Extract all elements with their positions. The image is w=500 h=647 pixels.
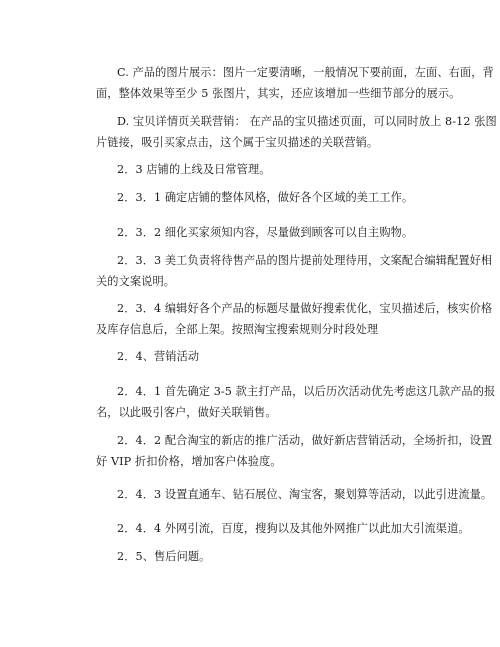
paragraph-line: 2．4、营销活动 (117, 350, 200, 363)
paragraph-2-3-4 (96, 298, 493, 340)
paragraph-line: 2．3 店铺的上线及日常管理。 (117, 163, 271, 176)
section-heading-2-4 (96, 346, 436, 367)
section-heading-2-3 (96, 159, 436, 180)
paragraph-line: 2．3．1 确定店铺的整体风格，做好各个区域的美工工作。 (117, 191, 414, 204)
paragraph-line: 面，整体效果等至少 5 张图片，其实，还应该增加一些细节部分的展示。 (96, 87, 461, 100)
paragraph-line: 2．5、售后问题。 (117, 550, 211, 563)
paragraph-line: C. 产品的图片展示：图片一定要清晰，一般情况下要前面，左面、右面，背 (117, 66, 494, 79)
paragraph-2-4-3 (96, 484, 493, 505)
paragraph-line: 2．4．2 配合淘宝的新店的推广活动，做好新店营销活动，全场折扣，设置 (117, 434, 493, 447)
paragraph-2-3-1 (96, 187, 436, 208)
paragraph-2-4-4 (96, 518, 470, 539)
paragraph-line: 2．4．4 外网引流，百度，搜狗以及其他外网推广以此加大引流渠道。 (117, 522, 470, 535)
paragraph-line: D. 宝贝详情页关联营销： 在产品的宝贝描述页面，可以同时放上 8-12 张图 (117, 115, 497, 128)
paragraph-line: 好 VIP 折扣价格，增加客户体验度。 (96, 455, 282, 468)
paragraph-2-4-1 (96, 381, 496, 423)
paragraph-line: 关的文案说明。 (96, 275, 176, 288)
section-heading-2-5 (96, 546, 436, 567)
paragraph-2-4-2 (96, 430, 493, 472)
paragraph-line: 2．4．3 设置直通车、钻石展位、淘宝客，聚划算等活动，以此引进流量。 (117, 488, 493, 501)
paragraph-line: 片链接，吸引买家点击，这个属于宝贝描述的关联营销。 (96, 136, 379, 149)
paragraph-d-related-marketing (96, 111, 497, 153)
paragraph-c-image-display (96, 62, 494, 104)
paragraph-line: 2．3．3 美工负责将待售产品的图片提前处理待用，文案配合编辑配置好相 (117, 254, 493, 267)
paragraph-line: 2．3．2 细化买家须知内容，尽量做到顾客可以自主购物。 (117, 226, 414, 239)
paragraph-2-3-3 (96, 250, 493, 292)
paragraph-line: 及库存信息后，全部上架。按照淘宝搜索规则分时段处理 (96, 323, 379, 336)
paragraph-line: 名，以此吸引客户，做好关联销售。 (96, 406, 277, 419)
paragraph-line: 2．4．1 首先确定 3-5 款主打产品，以后历次活动优先考虑这几款产品的报 (117, 385, 496, 398)
paragraph-line: 2．3．4 编辑好各个产品的标题尽量做好搜索优化，宝贝描述后，核实价格 (117, 302, 493, 315)
paragraph-2-3-2 (96, 222, 436, 243)
